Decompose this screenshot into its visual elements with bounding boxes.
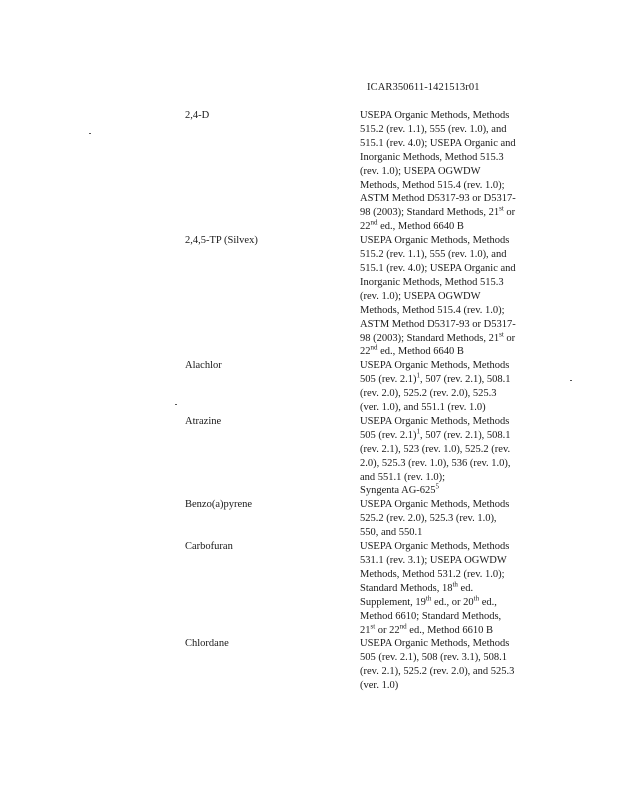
method-line: 515.1 (rev. 4.0); USEPA Organic and (360, 137, 516, 149)
method-line: Supplement, 19th ed., or 20th ed., (360, 594, 497, 608)
approved-methods (360, 540, 540, 637)
table-row (0, 109, 618, 234)
method-line: (ver. 1.0), and 551.1 (rev. 1.0) (360, 402, 486, 414)
method-line: (rev. 1.0); USEPA OGWDW (360, 290, 481, 302)
method-line: ASTM Method D5317-93 or D5317- (360, 193, 516, 205)
contaminant-name: 2,4-D (185, 110, 210, 121)
approved-methods (360, 359, 540, 415)
method-line: 550, and 550.1 (360, 527, 423, 539)
method-line: 98 (2003); Standard Methods, 21st or (360, 204, 516, 219)
approved-methods (360, 234, 540, 359)
method-line: Inorganic Methods, Method 515.3 (360, 276, 504, 288)
contaminant-name: Chlordane (185, 638, 229, 650)
contaminant-name: Carbofuran (185, 541, 233, 553)
method-line: and 551.1 (rev. 1.0); (360, 471, 446, 483)
contaminant-name: 2,4,5-TP (Silvex) (185, 235, 258, 247)
method-line: USEPA Organic Methods, Methods (360, 235, 510, 247)
scan-speck (89, 133, 91, 134)
approved-methods (360, 637, 540, 693)
method-line: 531.1 (rev. 3.1); USEPA OGWDW (360, 555, 507, 566)
method-line: 515.1 (rev. 4.0); USEPA Organic and (360, 262, 516, 274)
document-id: ICAR350611-1421513r01 (367, 82, 480, 93)
method-line: (rev. 2.1), 525.2 (rev. 2.0), and 525.3 (360, 666, 515, 678)
method-line: 98 (2003); Standard Methods, 21st or (360, 330, 516, 344)
method-line: ASTM Method D5317-93 or D5317- (360, 318, 516, 330)
method-line: Methods, Method 531.2 (rev. 1.0); (360, 568, 505, 580)
table-row (0, 415, 618, 498)
method-line: Methods, Method 515.4 (rev. 1.0); (360, 179, 505, 191)
method-line: 505 (rev. 2.1), 508 (rev. 3.1), 508.1 (360, 652, 508, 664)
method-line: USEPA Organic Methods, Methods (360, 638, 510, 650)
method-line: 515.2 (rev. 1.1), 555 (rev. 1.0), and (360, 123, 507, 135)
table-row (0, 234, 618, 359)
method-line: 525.2 (rev. 2.0), 525.3 (rev. 1.0), (360, 513, 497, 525)
table-row (0, 359, 618, 415)
approved-methods (360, 415, 540, 498)
method-line: USEPA Organic Methods, Methods (360, 499, 510, 511)
method-line: Inorganic Methods, Method 515.3 (360, 151, 504, 163)
method-line: 505 (rev. 2.1)$^1$, 507 (rev. 2.1), 508.1 (360, 371, 511, 386)
scan-speck (570, 380, 572, 381)
method-line: USEPA Organic Methods, Methods (360, 415, 510, 427)
method-line: Standard Methods, 18th ed. (360, 580, 474, 594)
table-row (0, 637, 618, 693)
method-line: 2.0), 525.3 (rev. 1.0), 536 (rev. 1.0), (360, 457, 511, 469)
method-line: (rev. 2.0), 525.2 (rev. 2.0), 525.3 (360, 388, 497, 400)
method-line: Method 6610; Standard Methods, (360, 610, 502, 622)
method-line: 21st or 22nd ed., Method 6610 B (360, 622, 493, 636)
method-line: 515.2 (rev. 1.1), 555 (rev. 1.0), and (360, 249, 507, 261)
contaminant-name: Alachlor (185, 360, 222, 372)
method-line: Methods, Method 515.4 (rev. 1.0); (360, 304, 505, 316)
method-line: (rev. 2.1), 523 (rev. 1.0), 525.2 (rev. (360, 443, 511, 455)
method-line: USEPA Organic Methods, Methods (360, 541, 510, 553)
scan-speck (175, 404, 177, 405)
table-row (0, 540, 618, 637)
method-line: (ver. 1.0) (360, 680, 399, 692)
method-line: (rev. 1.0); USEPA OGWDW (360, 165, 481, 177)
table-row (0, 498, 618, 540)
contaminant-name: Benzo(a)pyrene (185, 499, 253, 511)
methods-table (0, 109, 618, 693)
approved-methods (360, 109, 540, 234)
method-line: USEPA Organic Methods, Methods (360, 360, 510, 372)
contaminant-name: Atrazine (185, 415, 222, 427)
method-line: 22nd ed., Method 6640 B (360, 218, 464, 233)
method-line: 22nd ed., Method 6640 B (360, 343, 464, 358)
approved-methods (360, 498, 540, 540)
method-line: Syngenta $AG-625^5$ (360, 482, 440, 497)
method-line: USEPA Organic Methods, Methods (360, 110, 510, 121)
method-line: 505 (rev. 2.1)$^1$, 507 (rev. 2.1), 508.1 (360, 427, 511, 441)
